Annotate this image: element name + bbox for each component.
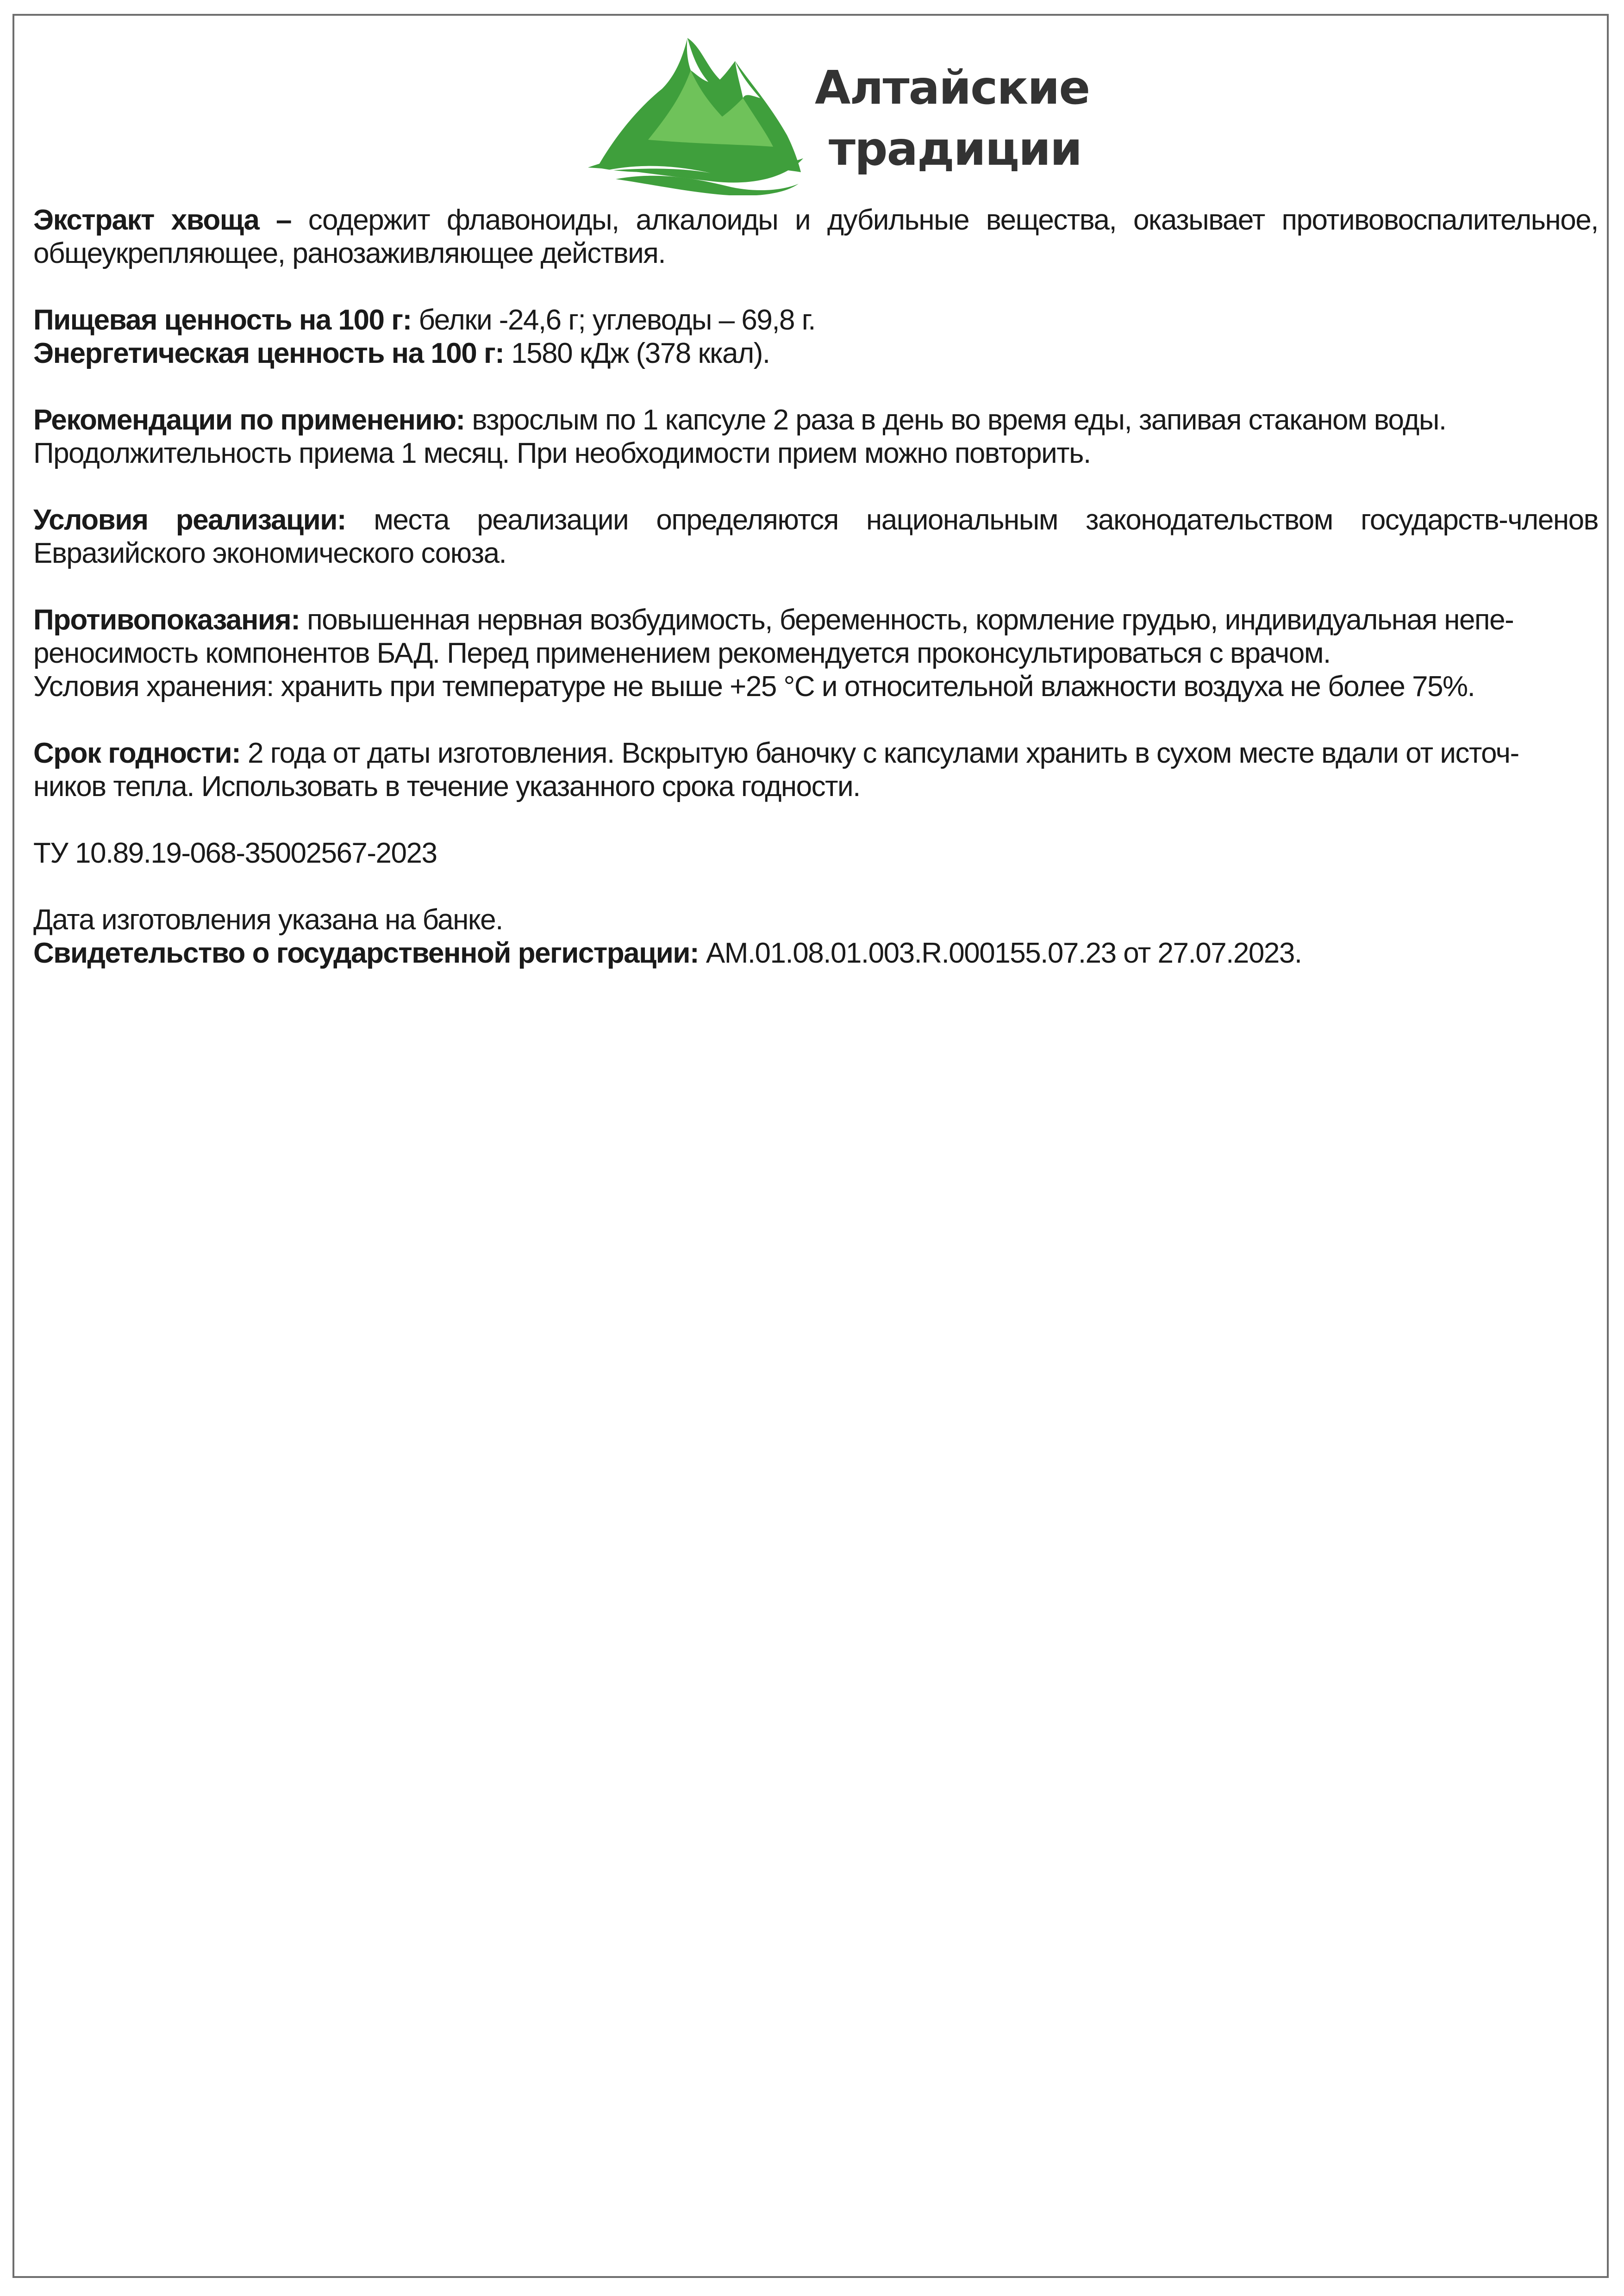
mountain-logo-icon (588, 29, 806, 195)
contraindications-label: Противопоказания: (33, 604, 300, 636)
extract-text: содержит флавоноиды, алкалоиды и дубильные вещества, оказывает противовоспалительное, общеукрепляющее, ранозаживляющее действия. (33, 204, 1598, 269)
usage-label: Рекомендации по применению: (33, 404, 465, 436)
sale-label: Условия реализации: (33, 504, 346, 536)
nutrition-text: белки -24,6 г; углеводы – 69,8 г. (411, 304, 816, 336)
label-text (33, 204, 1598, 1003)
registration-label: Свидетельство о государственной регистрации: (33, 937, 699, 969)
usage-line (33, 404, 1598, 437)
nutrition-section (33, 304, 1598, 370)
extract-label: Экстракт хвоща – (33, 204, 292, 236)
energy-text: 1580 кДж (378 ккал). (504, 337, 770, 369)
tu-code: ТУ 10.89.19-068-35002567-2023 (33, 837, 437, 869)
contraindications-line2: реносимость компонентов БАД. Перед применением рекомендуется проконсультироваться с врачом. (33, 637, 1330, 669)
shelf-life-line1 (33, 737, 1598, 770)
nutrition-label: Пищевая ценность на 100 г: (33, 304, 412, 336)
shelf-life-text1: 2 года от даты изготовления. Вскрытую баночку с капсулами хранить в сухом месте вдали от источ- (240, 737, 1519, 769)
energy-label: Энергетическая ценность на 100 г: (33, 337, 504, 369)
brand-logo (588, 29, 1090, 195)
storage-conditions: Условия хранения: хранить при температуре не выше +25 °С и относительной влажности воздуха не более 75%. (33, 671, 1475, 703)
usage-section (33, 404, 1598, 470)
manufacture-date-note: Дата изготовления указана на банке. (33, 904, 503, 936)
shelf-life-line2: ников тепла. Использовать в течение указанного срока годности. (33, 771, 860, 803)
contraindications-section (33, 604, 1598, 703)
tu-section (33, 837, 1598, 870)
date-registration-section (33, 903, 1598, 970)
contraindications-line1 (33, 604, 1598, 637)
nutrition-line (33, 304, 1598, 337)
energy-line (33, 337, 1598, 370)
registration-text: АМ.01.08.01.003.R.000155.07.23 от 27.07.2023. (699, 937, 1302, 969)
brand-name-line2: традиции (829, 122, 1082, 176)
usage-duration: Продолжительность приема 1 месяц. При необходимости прием можно повторить. (33, 437, 1091, 469)
usage-text: взрослым по 1 капсуле 2 раза в день во время еды, запивая стаканом воды. (464, 404, 1446, 436)
shelf-life-section (33, 737, 1598, 803)
registration-line (33, 937, 1598, 970)
shelf-life-label: Срок годности: (33, 737, 241, 769)
contraindications-text1: повышенная нервная возбудимость, беременность, кормление грудью, индивидуальная непе- (300, 604, 1514, 636)
extract-section (33, 204, 1598, 270)
brand-name-line1: Алтайские (815, 61, 1090, 115)
brand-name (815, 57, 1089, 180)
sale-section (33, 504, 1598, 570)
sale-text: места реализации определяются национальным законодательством государств-членов Евразийского экономического союза. (33, 504, 1599, 569)
